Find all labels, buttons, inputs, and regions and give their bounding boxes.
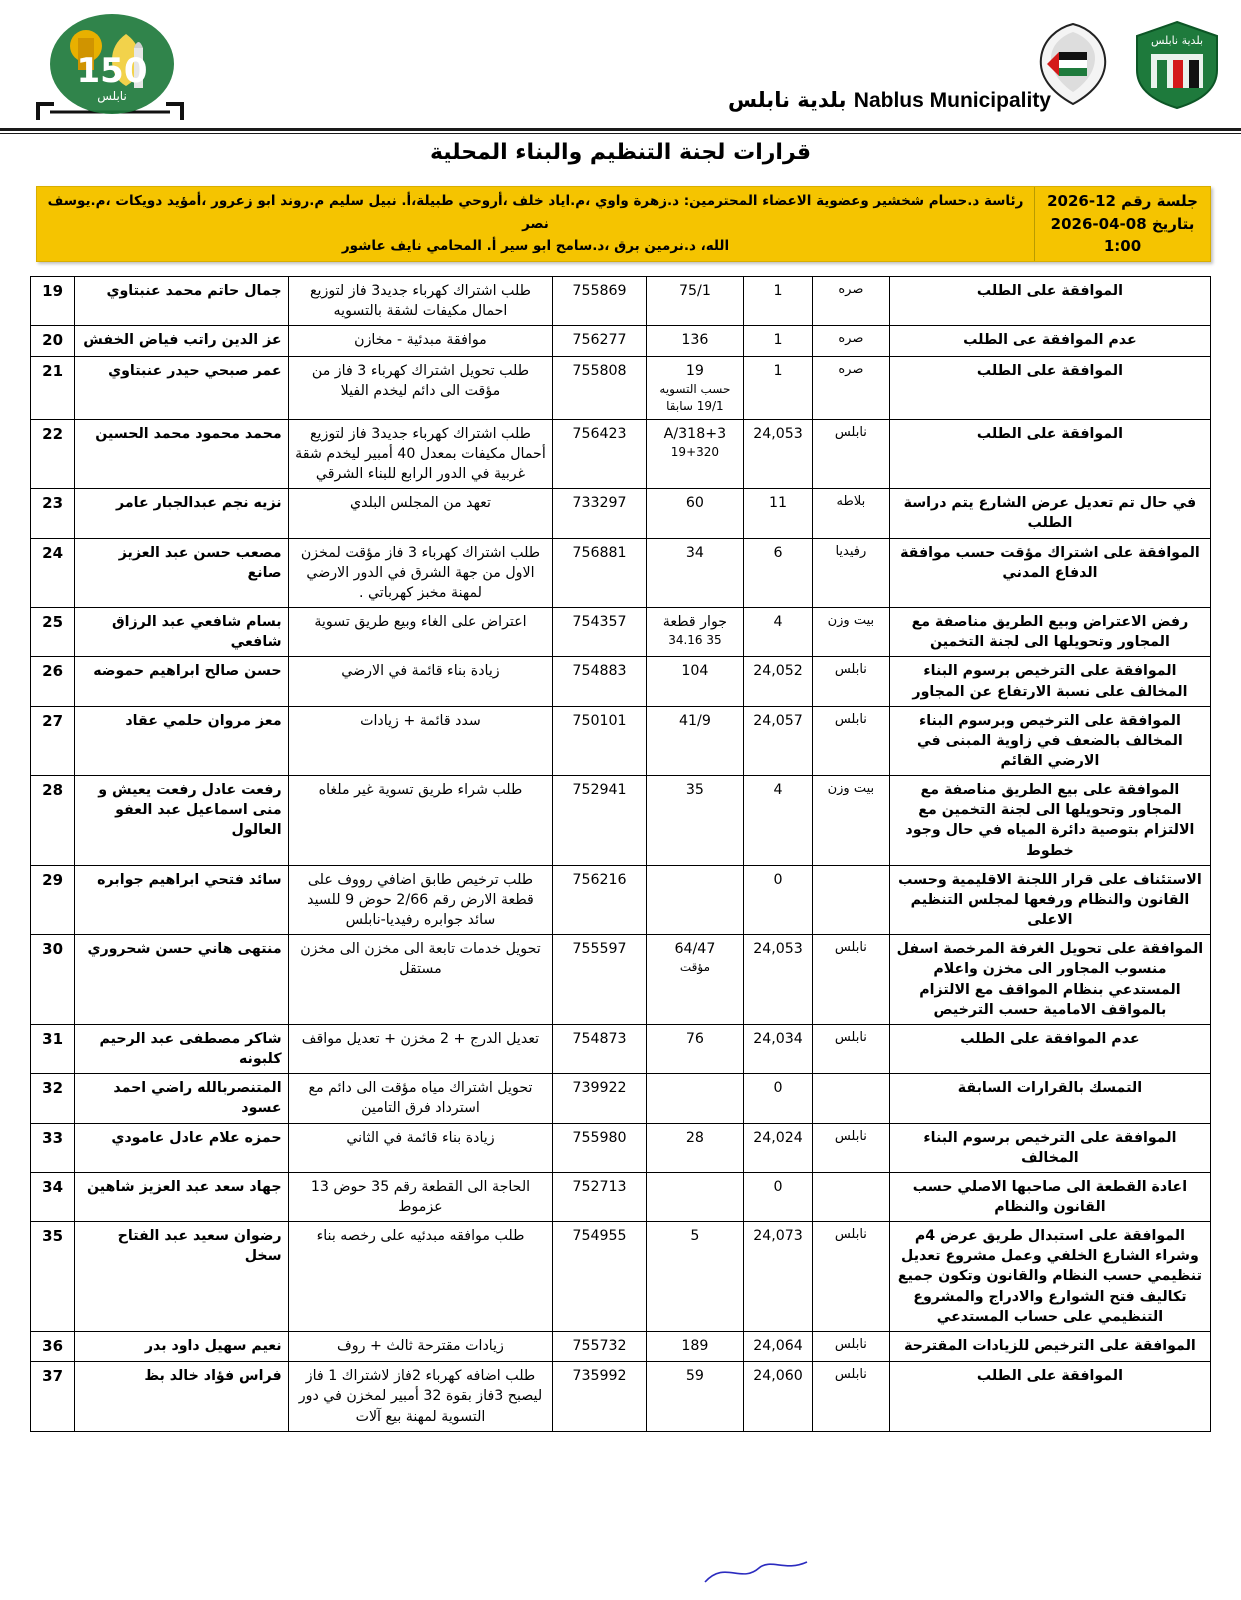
decision-cell: الموافقة على الترخيص وبرسوم البناء المخالف بالضعف في زاوية المبنى في الارضي القائم [889, 706, 1210, 775]
location-cell: نابلس [812, 1123, 889, 1172]
piece-cell [646, 419, 743, 488]
decision-cell: الموافقة على الطلب [889, 1362, 1210, 1431]
subject-cell: تعهد من المجلس البلدي [288, 489, 553, 538]
row-number-cell: 35 [31, 1222, 75, 1332]
header-divider-thin [0, 133, 1241, 134]
decision-cell: الموافقة على اشتراك مؤقت حسب موافقة الدفاع المدني [889, 538, 1210, 607]
basin-cell: 24,064 [744, 1331, 813, 1361]
table-row [31, 489, 1211, 538]
piece-cell: 60 [646, 489, 743, 538]
applicant-name-cell: عمر صبحي حيدر عنبتاوي [75, 356, 288, 419]
header-divider [0, 128, 1241, 131]
municipality-name-ar: بلدية نابلس [728, 88, 847, 112]
page-title: قرارات لجنة التنظيم والبناء المحلية [429, 140, 812, 165]
basin-cell: 6 [744, 538, 813, 607]
basin-cell: 24,060 [744, 1362, 813, 1431]
applicant-name-cell: محمد محمود محمد الحسين [75, 419, 288, 488]
location-cell [812, 865, 889, 934]
municipality-name-en: Nablus Municipality [853, 89, 1051, 112]
table-row [31, 657, 1211, 706]
municipality-logos [1027, 18, 1223, 110]
table-row [31, 419, 1211, 488]
decision-cell: في حال تم تعديل عرض الشارع يتم دراسة الطلب [889, 489, 1210, 538]
transaction-cell: 756277 [553, 326, 646, 356]
decision-cell: الموافقة على تحويل الغرفة المرخصة اسفل منسوب المجاور الى مخزن واعلام المستدعي بنظام المواقف مع الالتزام بالمواقف الامامية حسب الترخيص [889, 935, 1210, 1025]
document-header [0, 0, 1241, 150]
subject-cell: الحاجة الى القطعة رقم 35 حوض 13 عزموط [288, 1172, 553, 1221]
piece-cell: 35 [646, 776, 743, 866]
svg-text:بلدية نابلس: بلدية نابلس [1150, 34, 1204, 47]
row-number-cell: 28 [31, 776, 75, 866]
basin-cell: 24,057 [744, 706, 813, 775]
piece-cell: 28 [646, 1123, 743, 1172]
piece-cell-main: جوار قطعة [662, 614, 728, 631]
piece-cell-sub: 35 34.16 [668, 633, 722, 648]
applicant-name-cell: رضوان سعيد عبد الفتاح سخل [75, 1222, 288, 1332]
piece-cell [646, 608, 743, 657]
subject-cell: طلب شراء طريق تسوية غير ملغاه [288, 776, 553, 866]
decision-cell: الموافقة على الطلب [889, 356, 1210, 419]
applicant-name-cell: نزيه نجم عبدالجبار عامر [75, 489, 288, 538]
transaction-cell: 755980 [553, 1123, 646, 1172]
basin-cell: 1 [744, 356, 813, 419]
location-cell: نابلس [812, 1331, 889, 1361]
svg-text:150: 150 [76, 51, 148, 91]
transaction-cell: 756216 [553, 865, 646, 934]
table-row [31, 326, 1211, 356]
decision-cell: رفض الاعتراض وبيع الطريق مناصفة مع المجاور وتحويلها الى لجنة التخمين [889, 608, 1210, 657]
transaction-cell: 754873 [553, 1024, 646, 1073]
basin-cell: 1 [744, 326, 813, 356]
decision-cell: اعادة القطعة الى صاحبها الاصلي حسب القانون والنظام [889, 1172, 1210, 1221]
transaction-cell: 752941 [553, 776, 646, 866]
transaction-cell: 739922 [553, 1074, 646, 1123]
subject-cell: طلب تحويل اشتراك كهرباء 3 فاز من مؤقت الى دائم ليخدم الفيلا [288, 356, 553, 419]
transaction-cell: 755808 [553, 356, 646, 419]
row-number-cell: 34 [31, 1172, 75, 1221]
transaction-cell: 752713 [553, 1172, 646, 1221]
row-number-cell: 31 [31, 1024, 75, 1073]
session-members-line2: الله، د.نرمين برق ،د.سامح ابو سير أ. المحامي نايف عاشور [341, 238, 730, 255]
basin-cell: 0 [744, 1074, 813, 1123]
piece-cell-main: A/318+3 [663, 425, 727, 442]
session-meta [1034, 187, 1210, 261]
transaction-cell: 754357 [553, 608, 646, 657]
session-members [37, 187, 1034, 261]
decision-cell: الموافقة على استبدال طريق عرض 4م وشراء الشارع الخلفي وعمل مشروع تعديل تنظيمي حسب النظام والقانون وتكون جميع تكاليف فتح الشوارع والادراج والمشروع التنظيمي على حساب المستدعي [889, 1222, 1210, 1332]
signature-mark [701, 1556, 811, 1586]
location-cell: نابلس [812, 935, 889, 1025]
piece-cell: 5 [646, 1222, 743, 1332]
piece-cell-main: 64/47 [674, 941, 716, 958]
location-cell: بيت وزن [812, 776, 889, 866]
piece-cell [646, 935, 743, 1025]
applicant-name-cell: المتنصربالله راضي احمد عسود [75, 1074, 288, 1123]
piece-cell: 189 [646, 1331, 743, 1361]
applicant-name-cell: جهاد سعد عبد العزيز شاهين [75, 1172, 288, 1221]
applicant-name-cell: سائد فتحي ابراهيم جوابره [75, 865, 288, 934]
decision-cell: الموافقة على الترخيص برسوم البناء المخالف على نسبة الارتفاع عن المجاور [889, 657, 1210, 706]
table-row [31, 538, 1211, 607]
basin-cell: 4 [744, 608, 813, 657]
decision-cell: التمسك بالقرارات السابقة [889, 1074, 1210, 1123]
location-cell: نابلس [812, 657, 889, 706]
table-row [31, 1222, 1211, 1332]
row-number-cell: 21 [31, 356, 75, 419]
subject-cell: طلب موافقه مبدئيه على رخصه بناء [288, 1222, 553, 1332]
decision-cell: الموافقة على الطلب [889, 277, 1210, 326]
row-number-cell: 27 [31, 706, 75, 775]
transaction-cell: 750101 [553, 706, 646, 775]
table-row [31, 865, 1211, 934]
session-members-line1: رئاسة د.حسام شخشير وعضوية الاعضاء المحترمين: د.زهرة واوي ،م.اياد خلف ،أروحي طبيلة،أ. نبيل سليم م.روند ابو زعرور ،أمؤيد دويكات ،م.يوسف نصر [47, 192, 1024, 232]
piece-cell-sub: 19+320 [670, 444, 720, 459]
piece-cell-sub: حسب التسويه 19/1 سابقا [659, 381, 731, 413]
location-cell [812, 1074, 889, 1123]
subject-cell: طلب اشتراك كهرباء 3 فاز مؤقت لمخزن الاول من جهة الشرق في الدور الارضي لمهنة مخبز كهرباتي . [288, 538, 553, 607]
basin-cell: 11 [744, 489, 813, 538]
transaction-cell: 755597 [553, 935, 646, 1025]
piece-cell-main: 19 [685, 362, 704, 379]
decision-cell: عدم الموافقة على الطلب [889, 1024, 1210, 1073]
subject-cell: اعتراض على الغاء وبيع طريق تسوية [288, 608, 553, 657]
subject-cell: زيادات مقترحة ثالث + روف [288, 1331, 553, 1361]
piece-cell: 59 [646, 1362, 743, 1431]
subject-cell: زيادة بناء قائمة في الارضي [288, 657, 553, 706]
transaction-cell: 733297 [553, 489, 646, 538]
piece-cell: 75/1 [646, 277, 743, 326]
transaction-cell: 754883 [553, 657, 646, 706]
table-row [31, 1362, 1211, 1431]
basin-cell: 0 [744, 1172, 813, 1221]
decisions-table-body [31, 277, 1211, 1432]
basin-cell: 0 [744, 865, 813, 934]
location-cell: نابلس [812, 706, 889, 775]
location-cell: نابلس [812, 419, 889, 488]
table-row [31, 277, 1211, 326]
transaction-cell: 756881 [553, 538, 646, 607]
applicant-name-cell: حمزه علام عادل عامودي [75, 1123, 288, 1172]
row-number-cell: 22 [31, 419, 75, 488]
piece-cell [646, 865, 743, 934]
applicant-name-cell: جمال حاتم محمد عنبتاوي [75, 277, 288, 326]
row-number-cell: 30 [31, 935, 75, 1025]
applicant-name-cell: نعيم سهيل داود بدر [75, 1331, 288, 1361]
municipality-crest-icon [1131, 18, 1223, 110]
piece-cell: 41/9 [646, 706, 743, 775]
location-cell: نابلس [812, 1362, 889, 1431]
subject-cell: تعديل الدرج + 2 مخزن + تعديل مواقف [288, 1024, 553, 1073]
applicant-name-cell: حسن صالح ابراهيم حموضه [75, 657, 288, 706]
subject-cell: طلب اشتراك كهرباء جديد3 فاز لتوزيع احمال مكيفات لشقة بالتسويه [288, 277, 553, 326]
decision-cell: الاستئناف على قرار اللجنة الاقليمية وحسب القانون والنظام ورفعها لمجلس التنظيم الاعلى [889, 865, 1210, 934]
transaction-cell: 754955 [553, 1222, 646, 1332]
basin-cell: 24,052 [744, 657, 813, 706]
decision-cell: عدم الموافقة عى الطلب [889, 326, 1210, 356]
row-number-cell: 33 [31, 1123, 75, 1172]
location-cell: صره [812, 326, 889, 356]
row-number-cell: 36 [31, 1331, 75, 1361]
row-number-cell: 32 [31, 1074, 75, 1123]
table-row [31, 935, 1211, 1025]
anniversary-logo-icon [30, 8, 190, 138]
row-number-cell: 20 [31, 326, 75, 356]
subject-cell: طلب اشتراك كهرباء جديد3 فاز لتوزيع أحمال مكيفات بمعدل 40 أمبير ليخدم شقة غربية في الدور الرابع للبناء الشرقي [288, 419, 553, 488]
piece-cell-sub: مؤقت [679, 960, 710, 975]
piece-cell [646, 1074, 743, 1123]
applicant-name-cell: عز الدين راتب فياض الخفش [75, 326, 288, 356]
applicant-name-cell: منتهى هاني حسن شحروري [75, 935, 288, 1025]
municipality-name [728, 88, 1051, 113]
row-number-cell: 25 [31, 608, 75, 657]
applicant-name-cell: معز مروان حلمي عقاد [75, 706, 288, 775]
row-number-cell: 23 [31, 489, 75, 538]
basin-cell: 24,053 [744, 419, 813, 488]
subject-cell: سدد قائمة + زيادات [288, 706, 553, 775]
decision-cell: الموافقة على الطلب [889, 419, 1210, 488]
piece-cell: 136 [646, 326, 743, 356]
piece-cell [646, 1172, 743, 1221]
table-row [31, 356, 1211, 419]
basin-cell: 4 [744, 776, 813, 866]
row-number-cell: 19 [31, 277, 75, 326]
applicant-name-cell: بسام شافعي عبد الرزاق شافعي [75, 608, 288, 657]
table-row [31, 706, 1211, 775]
transaction-cell: 756423 [553, 419, 646, 488]
transaction-cell: 735992 [553, 1362, 646, 1431]
transaction-cell: 755732 [553, 1331, 646, 1361]
row-number-cell: 29 [31, 865, 75, 934]
piece-cell: 104 [646, 657, 743, 706]
table-row [31, 1123, 1211, 1172]
basin-cell: 24,053 [744, 935, 813, 1025]
location-cell: صره [812, 277, 889, 326]
table-row [31, 1331, 1211, 1361]
location-cell: رفيديا [812, 538, 889, 607]
basin-cell: 24,073 [744, 1222, 813, 1332]
table-row [31, 776, 1211, 866]
location-cell: نابلس [812, 1222, 889, 1332]
subject-cell: تحويل اشتراك مياه مؤقت الى دائم مع استرداد فرق التامين [288, 1074, 553, 1123]
applicant-name-cell: رفعت عادل رفعت يعيش و منى اسماعيل عبد العفو العالول [75, 776, 288, 866]
decision-cell: الموافقة على الترخيص برسوم البناء المخالف [889, 1123, 1210, 1172]
svg-text:نابلس: نابلس [97, 89, 127, 103]
subject-cell: موافقة مبدئية - مخازن [288, 326, 553, 356]
decision-cell: الموافقة على بيع الطريق مناصفة مع المجاور وتحويلها الى لجنة التخمين مع الالتزام بتوصية دائرة المياه في حال وجود خطوط [889, 776, 1210, 866]
table-row [31, 1172, 1211, 1221]
decisions-table [30, 276, 1211, 1432]
location-cell: صره [812, 356, 889, 419]
transaction-cell: 755869 [553, 277, 646, 326]
basin-cell: 24,034 [744, 1024, 813, 1073]
session-date: بتاريخ 08-04-2026 [1050, 214, 1195, 233]
applicant-name-cell: مصعب حسن عبد العزيز صانع [75, 538, 288, 607]
subject-cell: طلب ترخيص طابق اضافي رووف على قطعة الارض رقم 2/66 حوض 9 للسيد سائد جوابره رفيديا-نابلس [288, 865, 553, 934]
location-cell [812, 1172, 889, 1221]
location-cell: نابلس [812, 1024, 889, 1073]
basin-cell: 1 [744, 277, 813, 326]
basin-cell: 24,024 [744, 1123, 813, 1172]
session-banner [36, 186, 1211, 262]
location-cell: بلاطه [812, 489, 889, 538]
table-row [31, 1024, 1211, 1073]
table-row [31, 608, 1211, 657]
subject-cell: تحويل خدمات تابعة الى مخزن الى مخزن مستقل [288, 935, 553, 1025]
session-time: 1:00 [1103, 237, 1142, 256]
piece-cell: 76 [646, 1024, 743, 1073]
subject-cell: طلب اضافه كهرباء 2فاز لاشتراك 1 فاز ليصبح 3فاز بقوة 32 أمبير لمخزن في دور التسوية لمهنة بيع آلات [288, 1362, 553, 1431]
session-number: جلسة رقم 12-2026 [1047, 192, 1198, 211]
location-cell: بيت وزن [812, 608, 889, 657]
decision-cell: الموافقة على الترخيص للزيادات المقترحة [889, 1331, 1210, 1361]
row-number-cell: 37 [31, 1362, 75, 1431]
applicant-name-cell: شاكر مصطفى عبد الرحيم كلبونه [75, 1024, 288, 1073]
row-number-cell: 24 [31, 538, 75, 607]
row-number-cell: 26 [31, 657, 75, 706]
subject-cell: زيادة بناء قائمة في الثاني [288, 1123, 553, 1172]
table-row [31, 1074, 1211, 1123]
piece-cell [646, 356, 743, 419]
piece-cell: 34 [646, 538, 743, 607]
applicant-name-cell: فراس فؤاد خالد بظ [75, 1362, 288, 1431]
